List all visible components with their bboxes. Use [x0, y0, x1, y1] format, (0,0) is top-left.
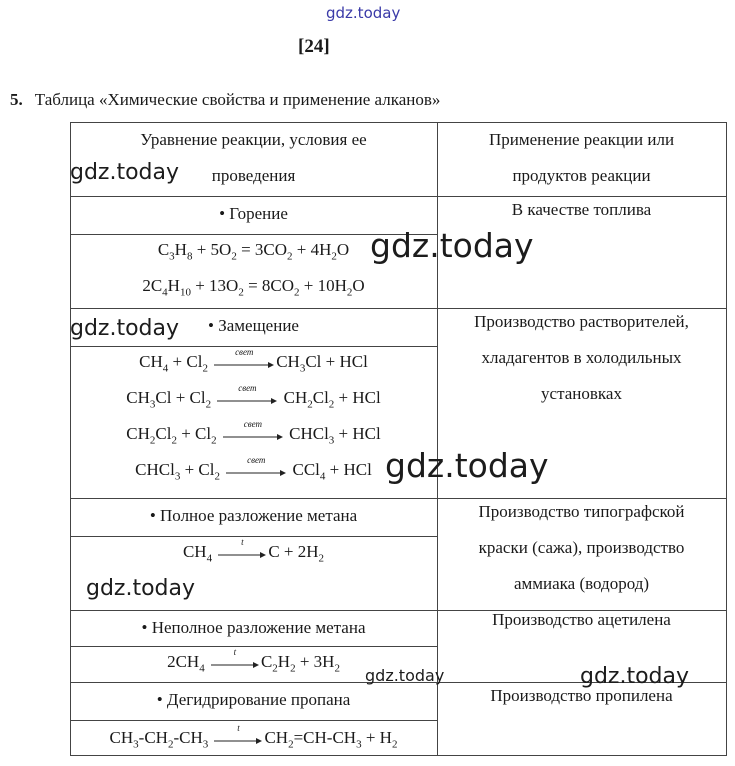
equation-methane-full-decomposition: $CH_4$ t $C + 2H_2$ — [182, 537, 325, 565]
use-combustion — [437, 192, 726, 228]
heading-number: 5. — [10, 90, 23, 109]
use-line: Производство типографской — [478, 502, 685, 521]
section-title-partial-decomposition: • Неполное разложение метана — [141, 618, 366, 637]
use-line: В качестве топлива — [511, 200, 652, 219]
section-title-combustion: • Горение — [219, 204, 288, 223]
equation-butane-combustion: $2C_4H_{10} + 13O_2 = 8CO_2 + 10H_2O$ — [142, 276, 365, 299]
use-full-decomposition — [437, 494, 726, 602]
arrow-label-temp: t — [241, 537, 244, 548]
section-title-substitution: • Замещение — [208, 316, 299, 335]
equation-chlorination-4: CHCl$_3$ + $Cl_2$ свет CCl$_4$ + HCl — [135, 455, 372, 483]
use-line: установках — [541, 384, 622, 403]
watermark: gdz.today — [70, 316, 180, 341]
watermark: gdz.today — [385, 446, 549, 485]
watermark: gdz.today — [86, 576, 196, 601]
use-substitution — [437, 304, 726, 412]
watermark: gdz.today — [365, 666, 445, 685]
equation-propane-dehydrogenation: $CH_3-CH_2-CH_3$ t $CH_2=CH-CH_3 + H_2$ — [109, 723, 398, 751]
heading-text: Таблица «Химические свойства и применение алканов» — [34, 90, 441, 109]
section-title-dehydrogenation: • Дегидрирование пропана — [156, 690, 351, 709]
arrow-label-light: свет — [238, 383, 257, 394]
arrow-label-light: свет — [235, 347, 254, 358]
header-equation-line: проведения — [211, 166, 296, 185]
equation-chlorination-1: $CH_4 + Cl_2$ свет $CH_3Cl$ + HCl — [139, 347, 368, 375]
watermark: gdz.today — [70, 160, 180, 185]
section-title-full-decomposition: • Полное разложение метана — [149, 506, 358, 525]
watermark-top: gdz.today — [326, 4, 401, 22]
header-application-line: продуктов реакции — [512, 166, 651, 185]
use-partial-decomposition — [437, 602, 726, 638]
arrow-label-light: свет — [243, 419, 262, 430]
properties-table — [70, 122, 727, 756]
header-equation-line: Уравнение реакции, условия ее — [140, 130, 367, 149]
arrow-label-light: свет — [247, 455, 266, 466]
equation-chlorination-2: $CH_3Cl + Cl_2$ свет $CH_2Cl_2$ + HCl — [126, 383, 381, 411]
equation-chlorination-3: $CH_2Cl_2 + Cl_2$ свет CHCl$_3$ + HCl — [126, 419, 381, 447]
heading — [10, 90, 440, 110]
use-line: Производство растворителей, — [474, 312, 689, 331]
arrow-label-temp: t — [237, 723, 240, 734]
use-line: аммиака (водород) — [513, 574, 650, 593]
header-application — [437, 122, 726, 194]
use-line: краски (сажа), производство — [478, 538, 685, 557]
equation-propane-combustion: $C_3H_8 + 5O_2 = 3CO_2 + 4H_2O$ — [157, 240, 350, 263]
page-number: [24] — [298, 36, 330, 57]
watermark: gdz.today — [370, 226, 534, 265]
use-line: Производство ацетилена — [492, 610, 671, 629]
use-line: Производство пропилена — [490, 686, 673, 705]
watermark: gdz.today — [580, 664, 690, 689]
arrow-label-temp: t — [233, 647, 237, 658]
equation-methane-partial-decomposition: $2CH_4$ t $C_2H_2 + 3H_2$ — [167, 647, 340, 675]
header-application-line: Применение реакции или — [488, 130, 675, 149]
use-line: хладагентов в холодильных — [481, 348, 682, 367]
